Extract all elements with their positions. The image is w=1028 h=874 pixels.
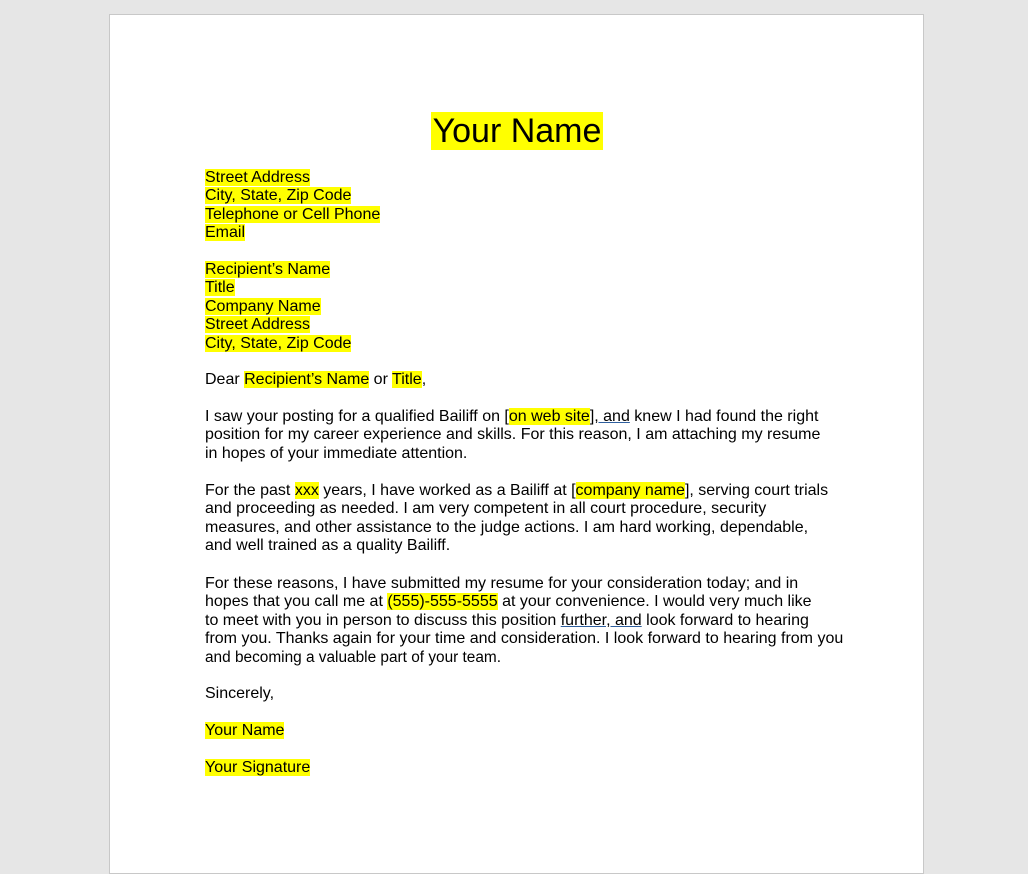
para3-line5: and becoming a valuable part of your team. [205,648,502,666]
para2-text-mid: years, I have worked as a Bailiff at [ [318,482,576,499]
salutation-name: Recipient’s Name [244,371,370,388]
para1-bracket: ] [589,408,595,425]
para3-text-line3-end: look forward to hearing [641,611,809,629]
salutation-title: Title [392,371,422,388]
letter-title [205,111,829,151]
sender-phone: Telephone or Cell Phone [205,205,381,223]
para3-grammar-flag: further, and [560,611,642,629]
para3-line4: from you. Thanks again for your time and consideration. I look forward to hearing from you [205,630,844,648]
signature-name: Your Name [205,722,285,739]
signature: Your Signature [205,759,311,776]
recipient-city-state-zip: City, State, Zip Code [205,334,352,352]
signature-block [205,759,845,777]
paragraph-3 [205,575,845,667]
sender-address-block [205,169,845,243]
para2-line2: and proceeding as needed. I am very competent in all court procedure, security [205,500,767,518]
closing-text: Sincerely, [205,685,275,702]
para3-text-line3: to meet with you in person to discuss this position [205,611,561,629]
para1-highlight-web-site: on web site [508,408,590,425]
signature-name-block [205,722,845,740]
sender-street: Street Address [205,169,310,186]
recipient-address-block [205,261,845,353]
paragraph-1 [205,408,845,463]
recipient-company: Company Name [205,297,321,315]
para1-line3: in hopes of your immediate attention. [205,444,468,462]
para2-line4: and well trained as a quality Bailiff. [205,537,451,555]
title-text: Your Name [432,112,602,150]
para2-line3: measures, and other assistance to the judge actions. I am hard working, dependable, [205,518,809,536]
para1-text-end: knew I had found the right [629,408,819,425]
para3-text-end: at your convenience. I would very much like [497,593,812,611]
salutation-suffix: , [421,371,427,388]
para2-highlight-company: company name [575,482,685,499]
closing [205,685,845,703]
para3-text: hopes that you call me at [205,593,388,611]
para1-grammar-flag: , and [594,408,630,425]
para2-text-end: ], serving court trials [684,482,829,499]
para2-text: For the past [205,482,295,499]
sender-email: Email [205,224,246,242]
sender-city-state-zip: City, State, Zip Code [205,187,352,205]
salutation-middle: or [369,371,393,388]
document-page [109,14,924,874]
para3-line1: For these reasons, I have submitted my resume for your consideration today; and in [205,575,799,592]
para1-line2: position for my career experience and skills. For this reason, I am attaching my resume [205,426,821,444]
salutation [205,371,845,389]
para2-highlight-years: xxx [294,482,319,499]
para1-text: I saw your posting for a qualified Bailiff on [ [205,408,509,425]
salutation-prefix: Dear [205,371,245,388]
paragraph-2 [205,482,845,556]
recipient-street: Street Address [205,316,310,334]
para3-highlight-phone: (555)-555-5555 [387,593,498,611]
recipient-name: Recipient’s Name [205,261,331,278]
recipient-title: Title [205,279,235,297]
